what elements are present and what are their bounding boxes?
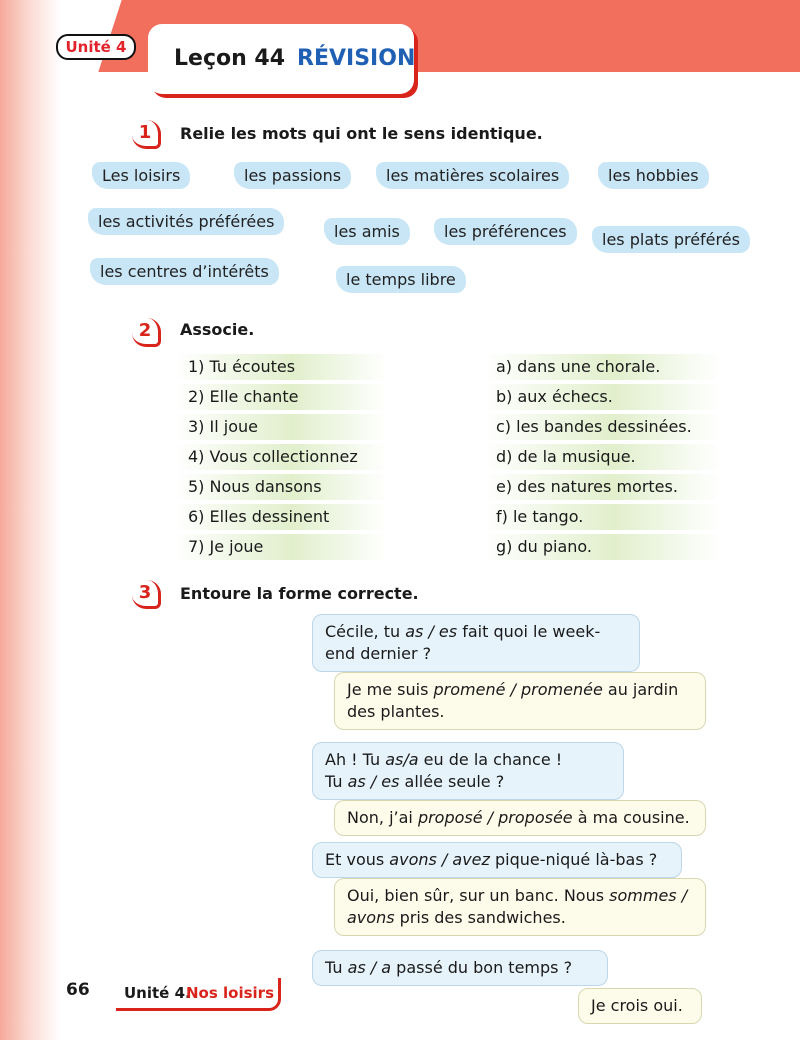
choice-option[interactable]: as / a <box>347 958 392 977</box>
exercise-3-instruction: Entoure la forme correcte. <box>180 584 419 603</box>
choice-option[interactable]: avons <box>347 908 395 927</box>
choice-option[interactable]: avons / avez <box>389 850 490 869</box>
assoc-left-item[interactable]: 2) Elle chante <box>176 384 388 410</box>
assoc-left-item[interactable]: 1) Tu écoutes <box>176 354 388 380</box>
speech-bubble-question: Cécile, tu as / es fait quoi le week- end dernier ? <box>312 614 640 672</box>
assoc-right-item[interactable]: g) du piano. <box>484 534 720 560</box>
lesson-title-tab <box>148 24 414 94</box>
assoc-left-item[interactable]: 7) Je joue <box>176 534 388 560</box>
footer-unit: Unité 4. <box>124 984 191 1002</box>
assoc-right-item[interactable]: e) des natures mortes. <box>484 474 720 500</box>
speech-bubble-question: Ah ! Tu as/a eu de la chance ! Tu as / es allée seule ? <box>312 742 624 800</box>
exercise-3-number: 3 <box>132 580 161 609</box>
exercise-2-instruction: Associe. <box>180 320 255 339</box>
footer-unit-title: Nos loisirs <box>186 984 274 1002</box>
assoc-right-item[interactable]: f) le tango. <box>484 504 720 530</box>
word-chip[interactable]: les centres d’intérêts <box>90 258 279 285</box>
footer-unit-tab <box>116 978 281 1011</box>
page-number: 66 <box>66 980 90 1000</box>
speech-bubble-answer: Je me suis promené / promenée au jardin des plantes. <box>334 672 706 730</box>
assoc-right-item[interactable]: c) les bandes dessinées. <box>484 414 720 440</box>
choice-option[interactable]: sommes / <box>609 886 688 905</box>
choice-option[interactable]: as/a <box>385 750 419 769</box>
choice-option[interactable]: as / es <box>347 772 400 791</box>
lesson-number: Leçon 44 <box>174 46 286 71</box>
assoc-left-item[interactable]: 4) Vous collectionnez <box>176 444 388 470</box>
word-chip[interactable]: les matières scolaires <box>376 162 569 189</box>
word-chip[interactable]: les activités préférées <box>88 208 284 235</box>
lesson-title: RÉVISION <box>297 46 416 71</box>
choice-option[interactable]: as / es <box>405 622 458 641</box>
speech-bubble-answer: Oui, bien sûr, sur un banc. Nous sommes / avons pris des sandwiches. <box>334 878 706 936</box>
exercise-1-instruction: Relie les mots qui ont le sens identique. <box>180 124 543 143</box>
word-chip[interactable]: les préférences <box>434 218 577 245</box>
word-chip[interactable]: le temps libre <box>336 266 466 293</box>
word-chip[interactable]: les amis <box>324 218 410 245</box>
speech-bubble-answer: Je crois oui. <box>578 988 702 1024</box>
choice-option[interactable]: promené / promenée <box>433 680 603 699</box>
word-chip[interactable]: Les loisirs <box>92 162 190 189</box>
assoc-right-item[interactable]: d) de la musique. <box>484 444 720 470</box>
assoc-right-item[interactable]: b) aux échecs. <box>484 384 720 410</box>
assoc-left-item[interactable]: 5) Nous dansons <box>176 474 388 500</box>
speech-bubble-question: Tu as / a passé du bon temps ? <box>312 950 608 986</box>
choice-option[interactable]: proposé / proposée <box>417 808 573 827</box>
assoc-right-item[interactable]: a) dans une chorale. <box>484 354 720 380</box>
assoc-left-item[interactable]: 6) Elles dessinent <box>176 504 388 530</box>
exercise-2-number: 2 <box>132 318 161 347</box>
speech-bubble-question: Et vous avons / avez pique-niqué là-bas ? <box>312 842 682 878</box>
speech-bubble-answer: Non, j’ai proposé / proposée à ma cousine. <box>334 800 706 836</box>
unit-badge: Unité 4 <box>56 34 136 60</box>
assoc-left-item[interactable]: 3) Il joue <box>176 414 388 440</box>
word-chip[interactable]: les plats préférés <box>592 226 750 253</box>
word-chip[interactable]: les hobbies <box>598 162 709 189</box>
left-gradient-margin <box>0 0 60 1040</box>
exercise-1-number: 1 <box>132 120 161 149</box>
word-chip[interactable]: les passions <box>234 162 351 189</box>
